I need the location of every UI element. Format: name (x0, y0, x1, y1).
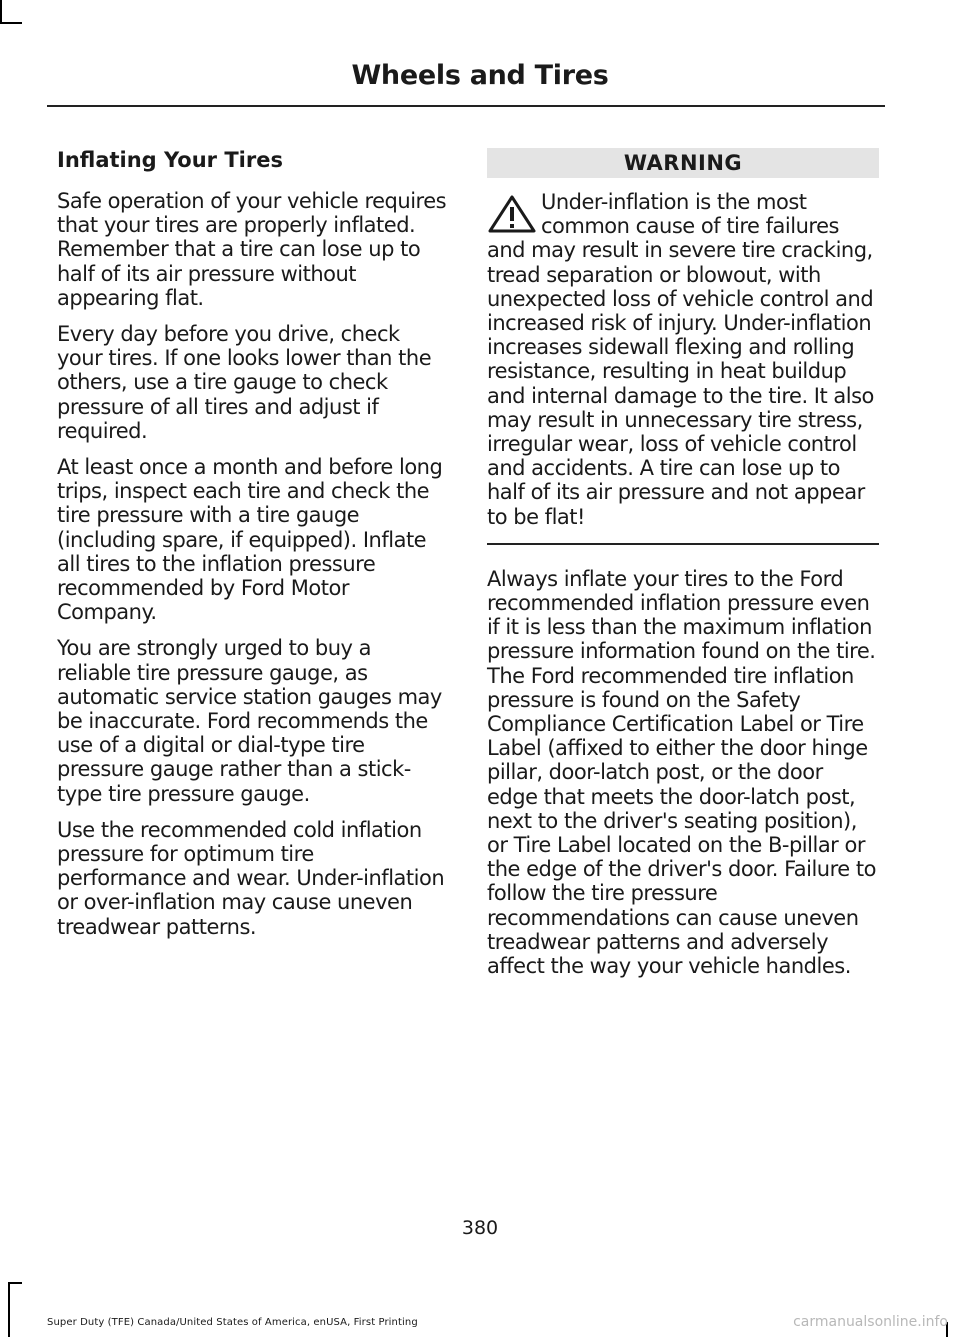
footer-text: Super Duty (TFE) Canada/United States of America, enUSA, First Printing (47, 1317, 418, 1328)
paragraph: Use the recommended cold inflation pressure for optimum tire performance and wear. Under-inflation or over-inflation may cause uneven treadwear patterns. (57, 817, 445, 939)
right-column (487, 148, 879, 990)
crop-mark (8, 1282, 10, 1337)
warning-heading: WARNING (487, 148, 879, 178)
warning-text: Under-inflation is the most common cause of tire failures and may result in severe tire cracking, tread separation or blowout, with unexpected loss of vehicle control and increased risk of injury. Under-inflation increases sidewall flexing and rolling resistance, resulting in heat buildup and internal damage to the tire. It also may result in unnecessary tire stress, irregular wear, loss of vehicle control and accidents. A tire can lose up to half of its air pressure and not appear to be flat! (487, 190, 874, 529)
crop-mark (8, 1282, 22, 1284)
page-header-title: Wheels and Tires (351, 60, 609, 91)
left-column (57, 145, 447, 951)
page-number: 380 (461, 1217, 499, 1239)
crop-mark (0, 22, 22, 24)
warning-divider (487, 543, 879, 545)
paragraph: At least once a month and before long trips, inspect each tire and check the tire pressure with a tire gauge (including spare, if equipped). Inflate all tires to the inflation pressure recommended by Ford Motor Company. (57, 455, 443, 625)
paragraph: Safe operation of your vehicle requires that your tires are properly inflated. Remember that a tire can lose up to half of its air pressure without appearing flat. (57, 189, 447, 310)
crop-mark (0, 0, 2, 22)
warning-box (487, 190, 879, 529)
header-divider (47, 105, 885, 107)
paragraph: Every day before you drive, check your tires. If one looks lower than the others, use a tire gauge to check pressure of all tires and adjust if required. (57, 322, 432, 443)
warning-triangle-icon (487, 194, 537, 234)
paragraph: You are strongly urged to buy a reliable tire pressure gauge, as automatic service station gauges may be inaccurate. Ford recommends the use of a digital or dial-type tire pressure gauge rather than a stick-type tire pressure gauge. (57, 636, 442, 806)
section-title: Inflating Your Tires (57, 148, 283, 172)
watermark: carmanualsonline.info (793, 1314, 948, 1330)
paragraph: Always inflate your tires to the Ford recommended inflation pressure even if it is less than the maximum inflation pressure information found on the tire. The Ford recommended tire inflation pressure is found on the Safety Compliance Certification Label or Tire Label (affixed to either the door hinge pillar, door-latch post, or the door edge that meets the door-latch post, next to the driver's seating position), or Tire Label located on the B-pillar or the edge of the driver's door. Failure to follow the tire pressure recommendations can cause uneven treadwear patterns and adversely affect the way your vehicle handles. (487, 566, 876, 979)
